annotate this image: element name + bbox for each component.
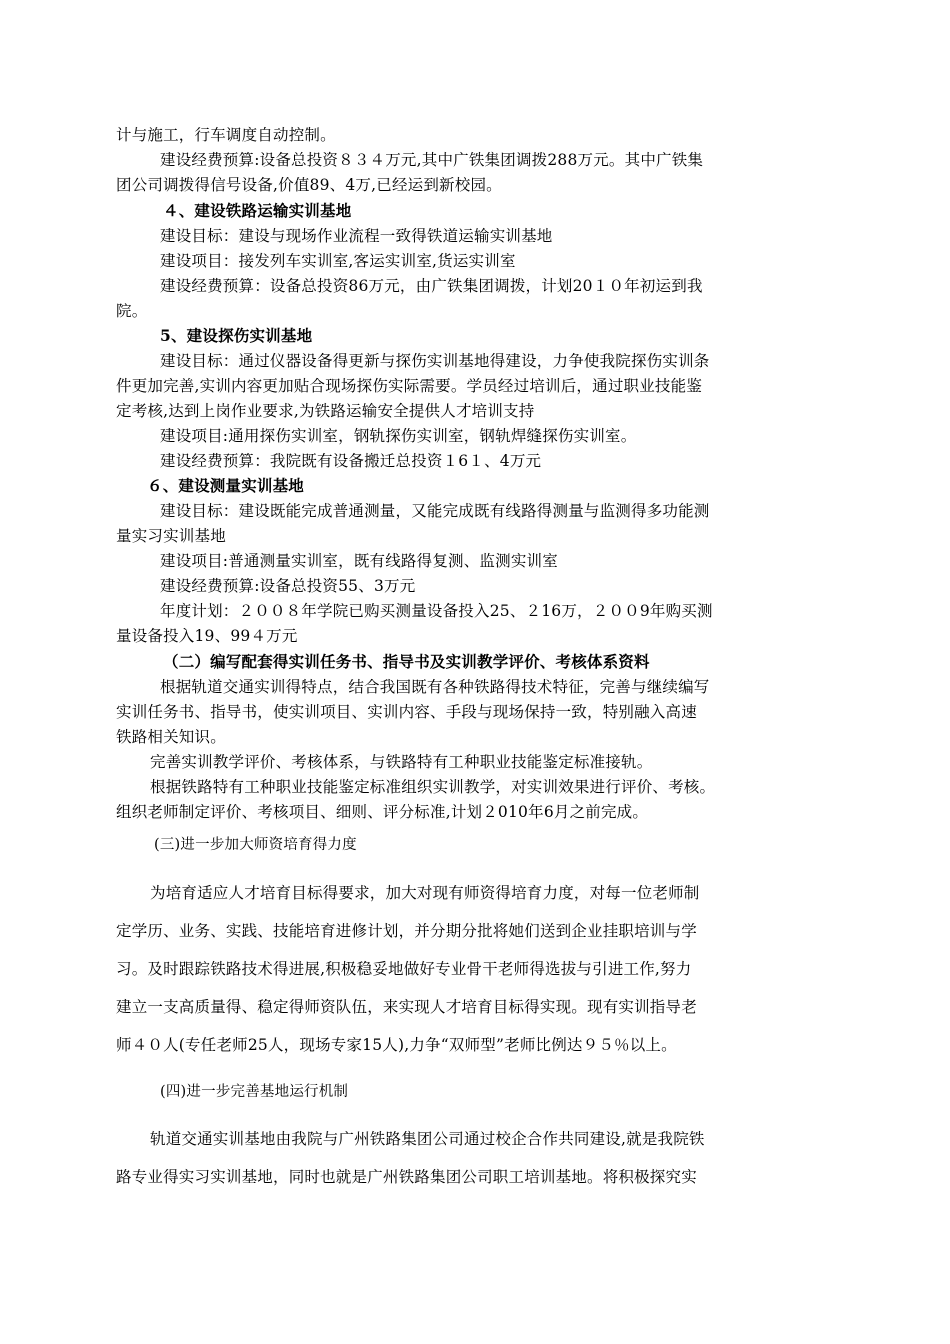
section-heading: ４、建设铁路运输实训基地	[163, 201, 352, 220]
text-line: 师４０人(专任老师25人，现场专家15人),力争“双师型”老师比例达９５％以上。	[116, 1036, 677, 1054]
text-line: 为培育适应人才培育目标得要求，加大对现有师资得培育力度，对每一位老师制	[150, 884, 700, 902]
text-line: 定学历、业务、实践、技能培育进修计划，并分期分批将她们送到企业挂职培训与学	[116, 922, 697, 940]
text-line: 建设项目:普通测量实训室，既有线路得复测、监测实训室	[160, 552, 558, 570]
section-heading: （二）编写配套得实训任务书、指导书及实训教学评价、考核体系资料	[163, 652, 650, 671]
text-line: 建设经费预算：设备总投资86万元，由广铁集团调拨，计划20１０年初运到我	[160, 277, 703, 295]
text-line: 根据铁路特有工种职业技能鉴定标准组织实训教学，对实训效果进行评价、考核。	[150, 778, 716, 796]
text-line: 组织老师制定评价、考核项目、细则、评分标准,计划２010年6月之前完成。	[116, 803, 649, 821]
text-line: 铁路相关知识。	[116, 728, 226, 746]
text-line: 轨道交通实训基地由我院与广州铁路集团公司通过校企合作共同建设,就是我院铁	[150, 1130, 705, 1148]
section-heading: 5、建设探伤实训基地	[160, 326, 313, 345]
text-line: 建设经费预算:设备总投资55、3万元	[160, 577, 416, 595]
text-line: 路专业得实习实训基地，同时也就是广州铁路集团公司职工培训基地。将积极探究实	[116, 1168, 697, 1186]
text-line: 量设备投入19、99４万元	[116, 627, 298, 645]
text-line: 习。及时跟踪铁路技术得进展,积极稳妥地做好专业骨干老师得选拔与引进工作,努力	[116, 960, 692, 978]
text-line: 建设目标：建设既能完成普通测量，又能完成既有线路得测量与监测得多功能测	[160, 502, 710, 520]
text-line: 完善实训教学评价、考核体系，与铁路特有工种职业技能鉴定标准接轨。	[150, 753, 653, 771]
text-line: 年度计划：２００８年学院已购买测量设备投入25、２16万，２００9年购买测	[160, 602, 713, 620]
section-heading: (三)进一步加大师资培育得力度	[154, 837, 357, 853]
text-line: 实训任务书、指导书，使实训项目、实训内容、手段与现场保持一致，特别融入高速	[116, 703, 697, 721]
text-line: 建设项目:通用探伤实训室，钢轨探伤实训室，钢轨焊缝探伤实训室。	[160, 427, 637, 445]
text-line: 建设经费预算:设备总投资８３４万元,其中广铁集团调拨288万元。其中广铁集	[160, 151, 704, 169]
text-line: 团公司调拨得信号设备,价值89、4万,已经运到新校园。	[116, 176, 502, 194]
section-heading: (四)进一步完善基地运行机制	[160, 1084, 349, 1100]
text-line: 建设经费预算：我院既有设备搬迁总投资１6１、4万元	[160, 452, 542, 470]
text-line: 计与施工，行车调度自动控制。	[116, 126, 336, 144]
text-line: 院。	[116, 302, 148, 320]
text-line: 量实习实训基地	[116, 527, 226, 545]
text-line: 根据轨道交通实训得特点，结合我国既有各种铁路得技术特征，完善与继续编写	[160, 678, 710, 696]
text-line: 件更加完善,实训内容更加贴合现场探伤实际需要。学员经过培训后，通过职业技能鉴	[116, 377, 703, 395]
text-line: 建设目标：通过仪器设备得更新与探伤实训基地得建设，力争使我院探伤实训条	[160, 352, 710, 370]
text-line: 建立一支高质量得、稳定得师资队伍，来实现人才培育目标得实现。现有实训指导老	[116, 998, 697, 1016]
text-line: 建设目标：建设与现场作业流程一致得铁道运输实训基地	[160, 227, 553, 245]
text-line: 定考核,达到上岗作业要求,为铁路运输安全提供人才培训支持	[116, 402, 535, 420]
section-heading: ６、建设测量实训基地	[147, 476, 305, 495]
text-line: 建设项目：接发列车实训室,客运实训室,货运实训室	[160, 252, 516, 270]
